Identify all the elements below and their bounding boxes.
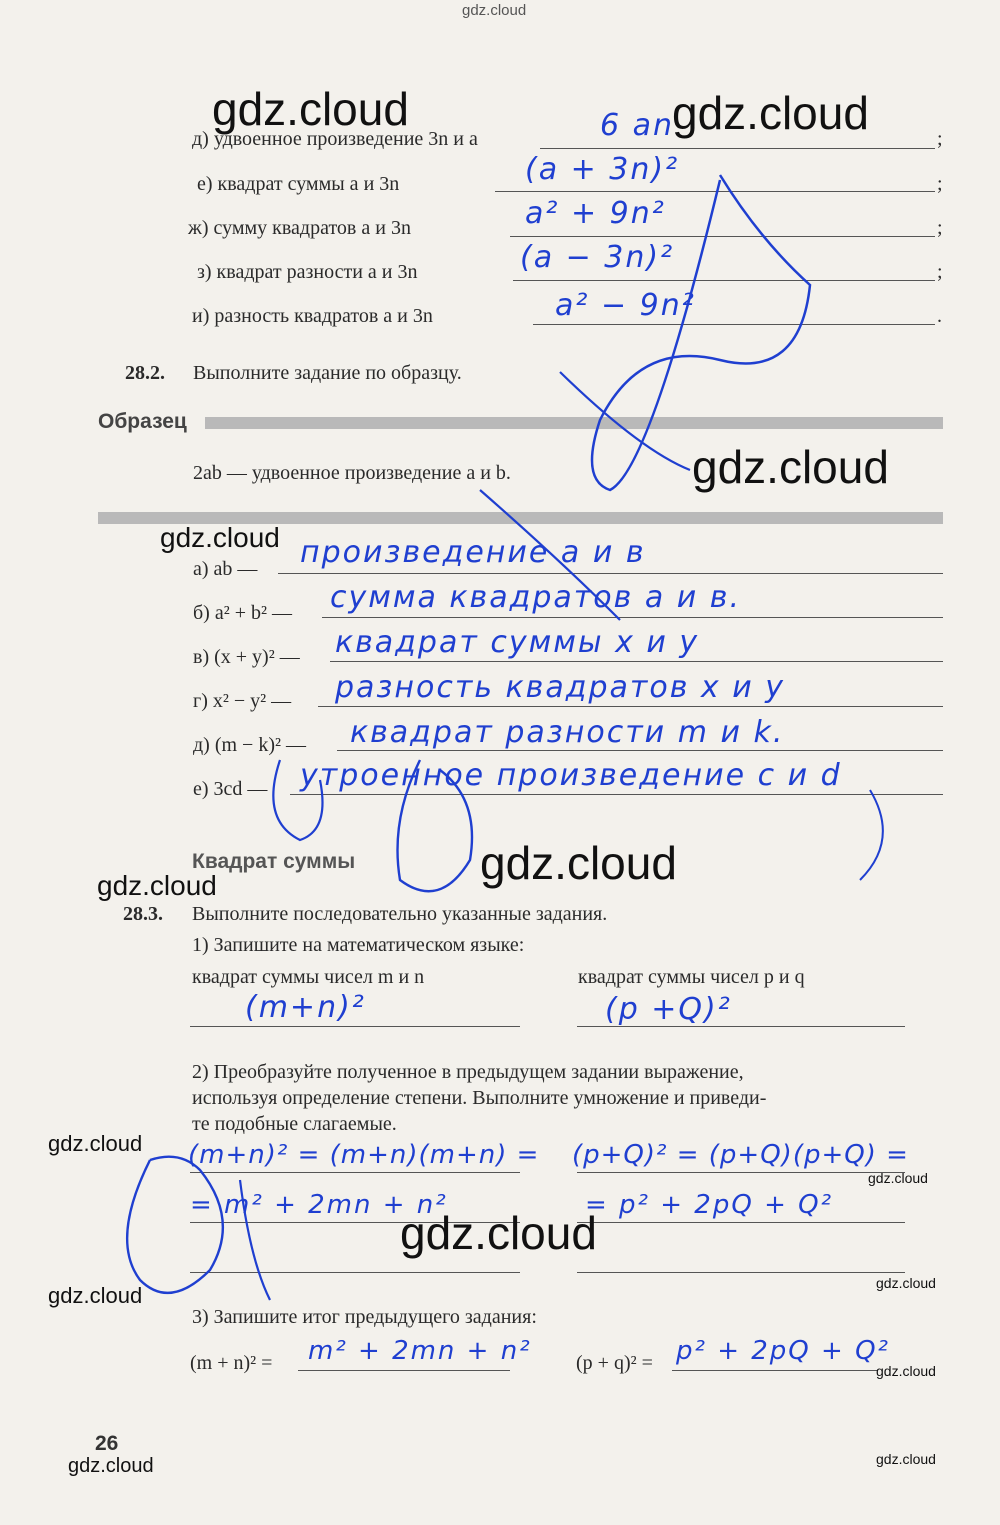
item-label: ж) сумму квадратов a и 3n [188,217,411,239]
task-text: Выполните последовательно указанные задания. [192,903,608,925]
sample-title: Образец [98,410,187,433]
watermark: gdz.cloud [97,870,217,901]
handwritten-work: = m² + 2mn + n² [190,1190,448,1220]
watermark: gdz.cloud [672,87,869,139]
handwritten-answer: квадрат разности m и k. [350,715,785,750]
step-text: те подобные слагаемые. [192,1113,397,1135]
task-number: 28.3. [123,903,163,925]
watermark: gdz.cloud [480,837,677,889]
answer-line [330,661,943,662]
answer-line [510,236,935,237]
handwritten-answer: (p +Q)² [605,992,732,1027]
answer-line [513,280,935,281]
handwritten-work: (m+n)² = (m+n)(m+n) = [188,1140,540,1170]
handwritten-answer: (a − 3n)² [520,240,675,275]
punctuation: . [937,305,942,327]
answer-line [318,706,943,707]
item-label: е) квадрат суммы a и 3n [197,173,400,195]
handwritten-work: = p² + 2pQ + Q² [585,1190,834,1220]
item-label: е) 3cd — [193,778,268,800]
handwritten-answer: p² + 2pQ + Q² [676,1336,890,1366]
watermark: gdz.cloud [876,1275,936,1291]
step-text: 1) Запишите на математическом языке: [192,934,525,956]
watermark: gdz.cloud [48,1131,143,1156]
sample-top-bar [205,417,943,429]
watermark: gdz.cloud [876,1451,936,1467]
punctuation: ; [937,261,943,283]
item-label: и) разность квадратов a и 3n [192,305,433,327]
answer-line [298,1370,510,1371]
handwritten-answer: a² + 9n² [525,196,666,231]
handwritten-answer: произведение a и в [300,535,646,570]
task-text: Выполните задание по образцу. [193,362,462,384]
item-label: а) ab — [193,558,258,580]
answer-line [322,617,943,618]
watermark: gdz.cloud [212,83,409,135]
answer-line [190,1026,520,1027]
watermark: gdz.cloud [48,1283,143,1308]
handwritten-work: (p+Q)² = (p+Q)(p+Q) = [572,1140,909,1170]
answer-line [190,1172,520,1173]
answer-line [577,1272,905,1273]
watermark: gdz.cloud [876,1363,936,1379]
punctuation: ; [937,128,943,150]
step-text: 2) Преобразуйте полученное в предыдущем задании выражение, [192,1061,744,1083]
handwritten-answer: разность квадратов x и y [335,670,786,705]
handwritten-answer: квадрат суммы x и y [335,625,700,660]
pen-stroke [860,790,883,880]
answer-line [337,750,943,751]
page-number: 26 [95,1432,119,1455]
watermark: gdz.cloud [400,1207,597,1259]
answer-line [540,148,935,149]
item-label: д) (m − k)² — [193,734,306,756]
item-label: г) x² − y² — [193,690,292,712]
handwritten-answer: (a + 3n)² [525,152,680,187]
handwritten-answer: (m+n)² [245,990,366,1025]
result-label: (p + q)² = [576,1352,653,1374]
item-label: б) a² + b² — [193,602,292,624]
answer-line [533,324,935,325]
answer-line [190,1272,520,1273]
item-label: з) квадрат разности a и 3n [197,261,418,283]
answer-line [278,573,943,574]
result-label: (m + n)² = [190,1352,273,1374]
watermark: gdz.cloud [160,522,280,553]
handwritten-answer: a² − 9n² [555,288,696,323]
sample-text: 2ab — удвоенное произведение a и b. [193,462,511,484]
task-number: 28.2. [125,362,165,384]
handwritten-answer: m² + 2mn + n² [308,1336,532,1366]
section-title: Квадрат суммы [192,850,356,873]
punctuation: ; [937,173,943,195]
watermark: gdz.cloud [868,1170,928,1186]
answer-line [577,1172,905,1173]
punctuation: ; [937,217,943,239]
answer-line [290,794,943,795]
answer-line [577,1222,905,1223]
item-label: д) удвоенное произведение 3n и a [192,128,478,150]
step-text: 3) Запишите итог предыдущего задания: [192,1306,537,1328]
answer-line [672,1370,877,1371]
answer-line [495,191,935,192]
right-prompt: квадрат суммы чисел p и q [578,966,805,988]
item-label: в) (x + y)² — [193,646,300,668]
watermark: gdz.cloud [462,2,527,19]
step-text: используя определение степени. Выполните умножение и приведи- [192,1087,767,1109]
handwritten-answer: утроенное произведение c и d [300,758,842,793]
handwritten-answer: 6 an [600,108,675,143]
handwritten-answer: сумма квадратов a и в. [330,580,742,615]
left-prompt: квадрат суммы чисел m и n [192,966,425,988]
watermark: gdz.cloud [692,441,889,493]
watermark: gdz.cloud [68,1455,154,1477]
